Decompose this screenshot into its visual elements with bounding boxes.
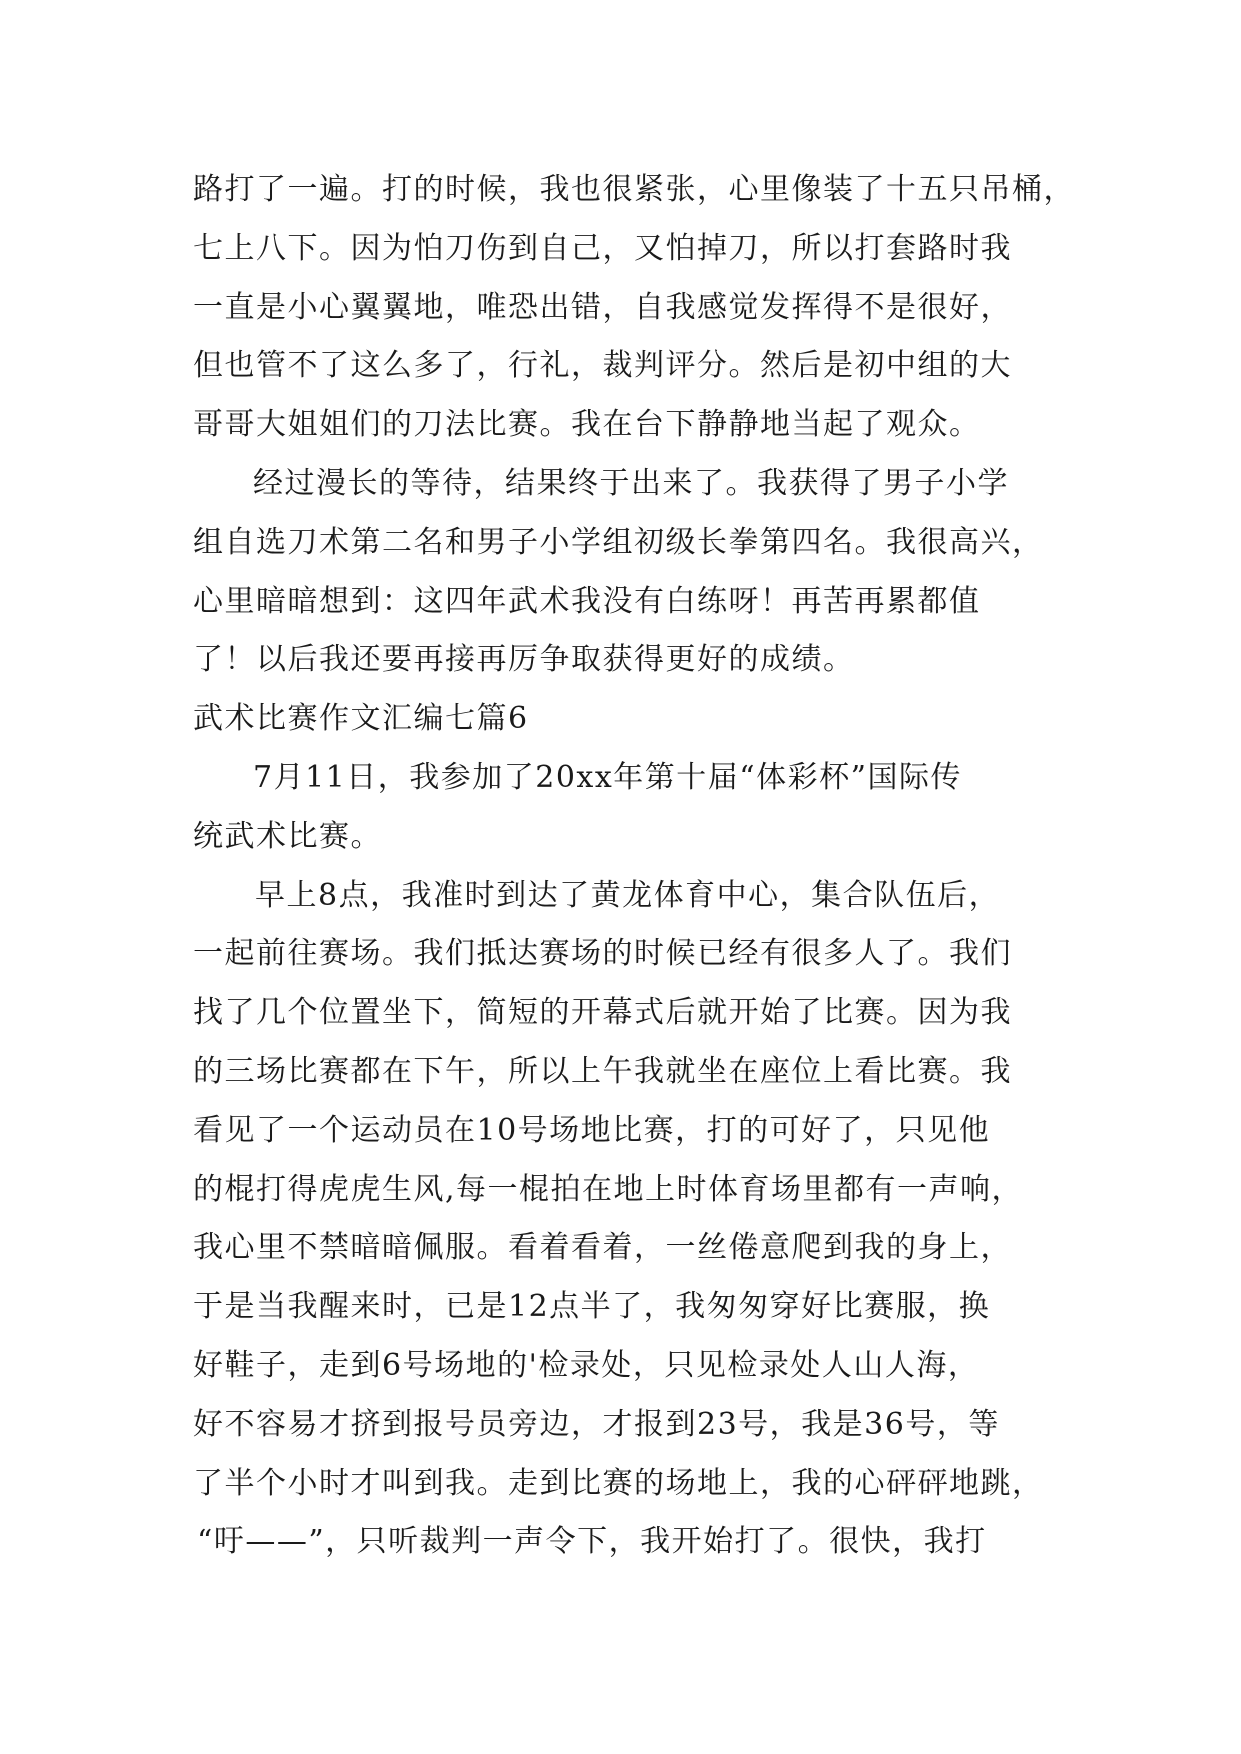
text-line: 一起前往赛场。我们抵达赛场的时候已经有很多人了。我们 [193, 936, 1012, 972]
text-line: 我心里不禁暗暗佩服。看着看着，一丝倦意爬到我的身上， [193, 1230, 1012, 1266]
text-line: 七上八下。因为怕刀伤到自己，又怕掉刀，所以打套路时我 [193, 230, 1012, 266]
paragraph-first-line: 早上8点，我准时到达了黄龙体育中心，集合队伍后， [255, 877, 1001, 913]
text-line: 统武术比赛。 [193, 818, 382, 854]
text-line: 于是当我醒来时，已是12点半了，我匆匆穿好比赛服，换 [193, 1289, 991, 1325]
text-line: 心里暗暗想到：这四年武术我没有白练呀！再苦再累都值 [193, 583, 981, 619]
text-line: 找了几个位置坐下，简短的开幕式后就开始了比赛。因为我 [193, 995, 1012, 1031]
text-line: 路打了一遍。打的时候，我也很紧张，心里像装了十五只吊桶， [193, 172, 1075, 207]
text-line: 的三场比赛都在下午，所以上午我就坐在座位上看比赛。我 [193, 1053, 1012, 1089]
text-line: 哥哥大姐姐们的刀法比赛。我在台下静静地当起了观众。 [193, 407, 981, 443]
text-line: 了半个小时才叫到我。走到比赛的场地上，我的心砰砰地跳， [193, 1465, 1044, 1501]
text-line: 一直是小心翼翼地，唯恐出错，自我感觉发挥得不是很好， [193, 289, 1012, 325]
section-heading: 武术比赛作文汇编七篇6 [193, 701, 529, 737]
text-line: “吁——”，只听裁判一声令下，我开始打了。很快，我打 [197, 1524, 987, 1560]
paragraph-first-line: 7月11日，我参加了20xx年第十届“体彩杯”国际传 [253, 759, 962, 795]
text-line: 看见了一个运动员在10号场地比赛，打的可好了，只见他 [193, 1112, 991, 1148]
text-line: 了！以后我还要再接再厉争取获得更好的成绩。 [193, 642, 855, 678]
text-line: 好鞋子，走到6号场地的'检录处，只见检录处人山人海， [193, 1347, 980, 1383]
text-line: 好不容易才挤到报号员旁边，才报到23号，我是36号，等 [193, 1406, 1000, 1442]
article-body [193, 161, 1075, 1572]
text-line: 的棍打得虎虎生风,每一棍拍在地上时体育场里都有一声响， [193, 1171, 1024, 1207]
text-line: 组自选刀术第二名和男子小学组初级长拳第四名。我很高兴， [193, 524, 1044, 560]
paragraph-first-line: 经过漫长的等待，结果终于出来了。我获得了男子小学 [253, 465, 1009, 501]
text-line: 但也管不了这么多了，行礼，裁判评分。然后是初中组的大 [193, 348, 1012, 384]
